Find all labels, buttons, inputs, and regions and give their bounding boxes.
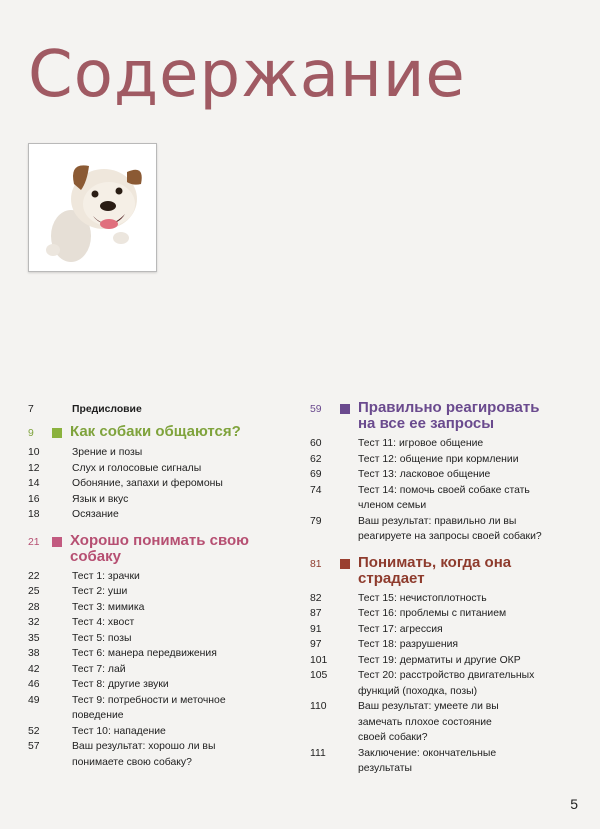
toc-entry[interactable] (28, 492, 298, 508)
toc-entry-label: Тест 16: проблемы с питанием (358, 608, 507, 619)
toc-entry-label: членом семьи (358, 500, 427, 511)
toc-entry-label: Тест 8: другие звуки (72, 679, 169, 690)
section-heading-responding[interactable]: 59 Правильно реагировать на все ее запросы (310, 399, 540, 432)
toc-entry[interactable] (28, 708, 298, 724)
toc-entry-label: Ваш результат: хорошо ли вы (72, 741, 216, 752)
toc-page-number: 79 (310, 515, 322, 527)
toc-entry[interactable] (28, 476, 298, 492)
toc-page-number: 87 (310, 608, 322, 619)
section-heading-understanding[interactable]: 21 Хорошо понимать свою собаку (28, 531, 249, 565)
toc-entry-label: Язык и вкус (72, 493, 129, 505)
toc-entry-label: Заключение: окончательные (358, 747, 497, 759)
section-marker-square (52, 537, 62, 547)
toc-page-number: 42 (28, 663, 40, 675)
toc-entry-label: Ваш результат: умеете ли вы (358, 701, 499, 712)
toc-page-number: 22 (28, 570, 40, 582)
toc-entry[interactable] (28, 646, 298, 662)
toc-entry-label: поведение (72, 710, 124, 721)
toc-entry[interactable] (310, 467, 590, 483)
toc-page-number: 16 (28, 493, 40, 505)
toc-right-column (310, 400, 590, 777)
toc-entry[interactable] (28, 631, 298, 647)
toc-page-number: 60 (310, 438, 322, 449)
toc-left-column (28, 402, 298, 770)
toc-page-number: 38 (28, 648, 40, 659)
toc-entry[interactable] (310, 498, 590, 514)
toc-page-number: 105 (310, 670, 328, 681)
toc-page-number: 18 (28, 509, 40, 520)
toc-entry-label: своей собаки? (358, 732, 428, 743)
toc-entry-label: Ваш результат: правильно ли вы (358, 515, 517, 527)
section-heading-communication[interactable]: 9 Как собаки общаются? (28, 422, 241, 440)
toc-entry[interactable] (28, 755, 298, 771)
toc-entry[interactable] (310, 653, 590, 669)
toc-entry[interactable] (28, 693, 298, 709)
toc-entry-label: Тест 13: ласковое общение (358, 469, 491, 480)
toc-entry[interactable] (310, 436, 590, 452)
toc-entry-label: реагируете на запросы своей собаки? (358, 531, 542, 542)
toc-entry-label: Тест 11: игровое общение (358, 438, 484, 449)
toc-entry[interactable] (28, 445, 298, 461)
toc-page-number: 69 (310, 469, 322, 480)
toc-page-number: 97 (310, 639, 322, 650)
toc-entry[interactable] (310, 684, 590, 700)
toc-page-number: 52 (28, 725, 40, 737)
section-marker-square (340, 404, 350, 414)
toc-page-number (310, 761, 358, 777)
toc-entry-label: Тест 6: манера передвижения (72, 648, 217, 659)
toc-entry-label: Осязание (72, 509, 119, 520)
toc-entry-label: Тест 17: агрессия (358, 623, 443, 635)
toc-entry-label: замечать плохое состояние (358, 716, 492, 728)
toc-entry-label: Тест 2: уши (72, 586, 128, 597)
toc-page-number: 111 (310, 747, 326, 759)
toc-entry-label: Тест 9: потребности и меточное (72, 694, 226, 706)
toc-entry[interactable] (28, 569, 298, 585)
toc-page-number: 49 (28, 694, 40, 706)
toc-entry-intro[interactable]: 7 Предисловие (28, 404, 142, 415)
toc-entry[interactable] (310, 668, 590, 684)
toc-entry-label: Тест 12: общение при кормлении (358, 453, 519, 465)
toc-page-number: 91 (310, 623, 322, 635)
toc-page-number: 62 (310, 453, 322, 465)
section-heading-suffering[interactable]: 81 Понимать, когда она страдает (310, 553, 512, 587)
toc-entry-label: понимаете свою собаку? (72, 756, 192, 768)
section-4-entries (310, 591, 590, 777)
toc-entry-label: Тест 20: расстройство двигательных (358, 670, 535, 681)
toc-page-number (28, 755, 72, 771)
toc-entry[interactable] (310, 514, 590, 530)
toc-entry[interactable] (310, 746, 590, 762)
toc-entry-label: Зрение и позы (72, 447, 143, 458)
toc-entry-label: Тест 10: нападение (72, 725, 166, 737)
page-title: Содержание (28, 38, 466, 112)
toc-entry[interactable] (310, 452, 590, 468)
toc-page-number: 35 (28, 632, 40, 644)
toc-entry[interactable] (28, 507, 298, 523)
toc-page-number: 32 (28, 617, 40, 628)
page-number: 5 (570, 796, 578, 812)
section-marker-square (52, 428, 62, 438)
toc-page-number (310, 498, 358, 514)
section-1-entries (28, 445, 298, 523)
toc-page-number: 74 (310, 484, 322, 496)
toc-page-number: 46 (28, 679, 40, 690)
section-marker-square (340, 559, 350, 569)
bulldog-photo (28, 143, 157, 272)
toc-entry[interactable] (310, 483, 590, 499)
toc-entry[interactable] (28, 584, 298, 600)
toc-entry[interactable] (310, 715, 590, 731)
toc-entry-label: Тест 19: дерматиты и другие ОКР (358, 654, 521, 666)
toc-entry[interactable] (28, 677, 298, 693)
toc-page-number: 82 (310, 592, 322, 604)
toc-page-number: 10 (28, 447, 40, 458)
section-3-entries (310, 436, 590, 545)
bulldog-illustration (29, 144, 156, 271)
toc-entry-label: Обоняние, запахи и феромоны (72, 478, 223, 489)
toc-entry[interactable] (310, 761, 590, 777)
toc-entry[interactable] (310, 730, 590, 746)
toc-entry-label: Тест 14: помочь своей собаке стать (358, 484, 530, 496)
toc-entry[interactable] (28, 461, 298, 477)
toc-page-number (28, 708, 72, 724)
toc-page-number: 101 (310, 654, 328, 666)
toc-entry[interactable] (310, 606, 590, 622)
toc-entry[interactable] (28, 739, 298, 755)
toc-page-number: 14 (28, 478, 40, 489)
toc-entry[interactable] (310, 591, 590, 607)
toc-entry-label: Тест 5: позы (72, 632, 132, 644)
toc-entry-label: Тест 3: мимика (72, 601, 145, 613)
toc-page-number (310, 684, 358, 700)
toc-entry-label: функций (походка, позы) (358, 685, 478, 697)
toc-entry[interactable] (310, 622, 590, 638)
toc-entry[interactable] (28, 600, 298, 616)
toc-entry[interactable] (28, 724, 298, 740)
toc-entry-label: Тест 4: хвост (72, 617, 135, 628)
toc-entry[interactable] (310, 637, 590, 653)
toc-page-number: 25 (28, 586, 40, 597)
toc-page-number (310, 715, 358, 731)
toc-entry[interactable] (28, 662, 298, 678)
toc-page-number (310, 529, 358, 545)
toc-entry-label: Тест 7: лай (72, 663, 126, 675)
toc-entry[interactable] (28, 615, 298, 631)
toc-entry-label: Слух и голосовые сигналы (72, 462, 202, 474)
toc-entry-label: Тест 15: нечистоплотность (358, 592, 487, 604)
toc-entry-label: Тест 1: зрачки (72, 570, 140, 582)
toc-entry-label: результаты (358, 763, 413, 774)
toc-entry-label: Тест 18: разрушения (358, 639, 459, 650)
toc-page-number: 57 (28, 741, 40, 752)
toc-entry[interactable] (310, 529, 590, 545)
toc-page-number: 110 (310, 701, 327, 712)
toc-entry[interactable] (310, 699, 590, 715)
toc-page-number: 12 (28, 462, 40, 474)
toc-page-number (310, 730, 358, 746)
toc-page-number: 28 (28, 601, 40, 613)
section-2-entries (28, 569, 298, 771)
